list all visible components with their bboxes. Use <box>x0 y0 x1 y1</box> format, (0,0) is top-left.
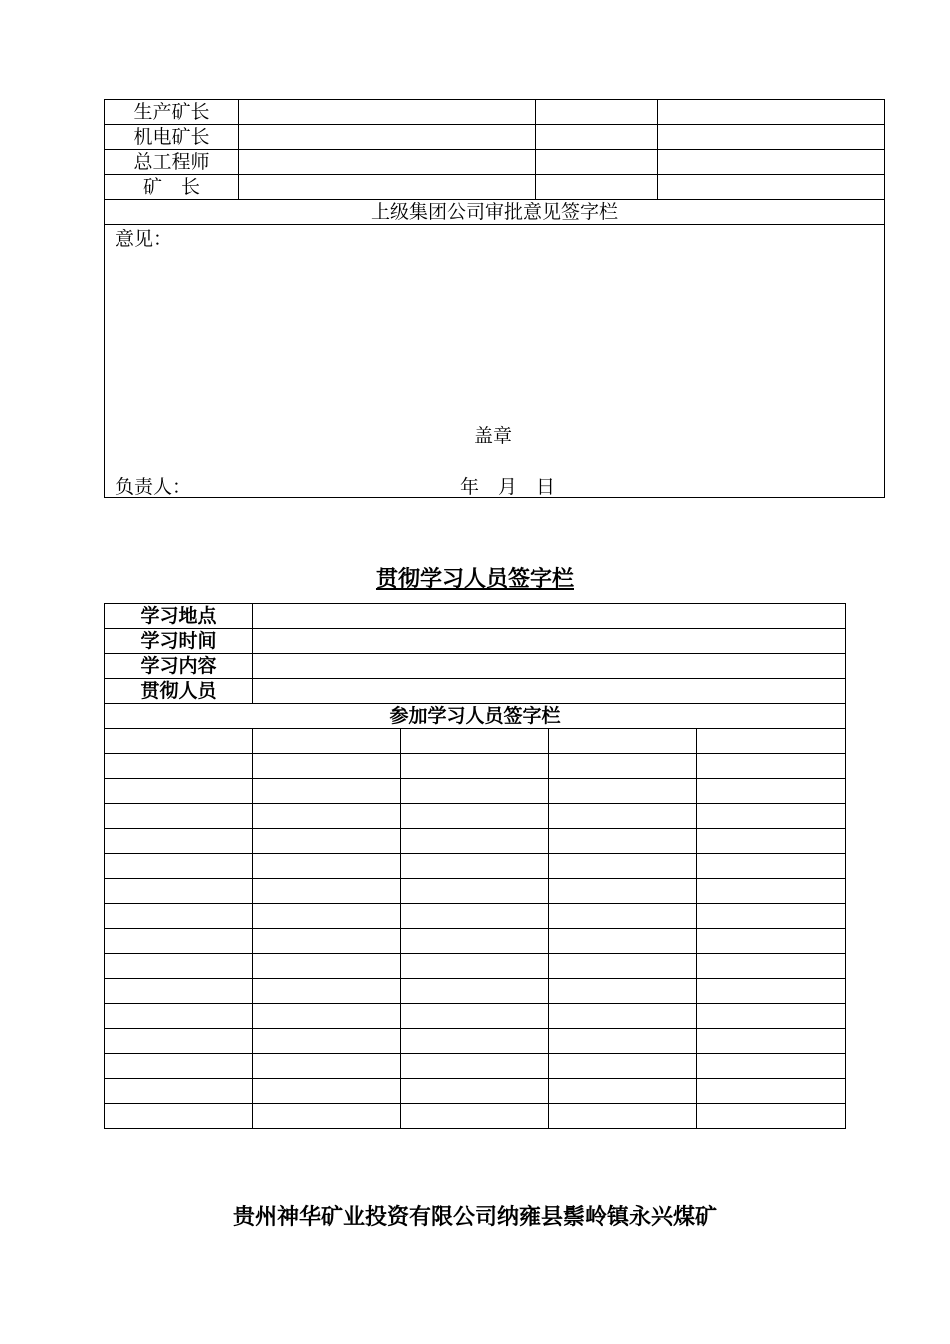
participant-signature-cell[interactable] <box>697 1054 846 1079</box>
company-name: 贵州神华矿业投资有限公司纳雍县鬃岭镇永兴煤矿 <box>232 1205 717 1230</box>
participant-signature-cell[interactable] <box>401 1054 549 1079</box>
participant-signature-cell[interactable] <box>401 929 549 954</box>
field-label: 学习时间 <box>105 629 253 654</box>
participant-signature-cell[interactable] <box>401 854 549 879</box>
participant-signature-cell[interactable] <box>697 1029 846 1054</box>
seal-label: 盖章 <box>474 425 513 447</box>
signature-cell[interactable] <box>658 175 885 200</box>
participant-row <box>105 829 846 854</box>
participant-row <box>105 979 846 1004</box>
participant-signature-cell[interactable] <box>105 1004 253 1029</box>
signature-cell[interactable] <box>239 175 536 200</box>
participant-signature-cell[interactable] <box>697 1079 846 1104</box>
participant-signature-cell[interactable] <box>401 829 549 854</box>
participant-signature-cell[interactable] <box>253 854 401 879</box>
participant-signature-cell[interactable] <box>105 729 253 754</box>
signature-cell[interactable] <box>239 150 536 175</box>
participant-signature-cell[interactable] <box>105 1079 253 1104</box>
participant-row <box>105 779 846 804</box>
participant-signature-cell[interactable] <box>549 754 697 779</box>
signature-cell[interactable] <box>536 125 658 150</box>
approval-section-title: 上级集团公司审批意见签字栏 <box>105 200 885 225</box>
participant-rows <box>105 729 846 1129</box>
participant-signature-cell[interactable] <box>549 729 697 754</box>
field-value[interactable] <box>253 604 846 629</box>
study-field-row <box>105 629 846 654</box>
participant-signature-cell[interactable] <box>401 804 549 829</box>
participant-row <box>105 1104 846 1129</box>
date-label: 年 月 日 <box>460 476 556 498</box>
participant-signature-cell[interactable] <box>253 1104 401 1129</box>
role-label: 总工程师 <box>105 150 239 175</box>
participant-signature-cell[interactable] <box>401 879 549 904</box>
participant-signature-cell[interactable] <box>697 1104 846 1129</box>
participant-signature-cell[interactable] <box>253 729 401 754</box>
participant-signature-cell[interactable] <box>549 804 697 829</box>
participant-signature-cell[interactable] <box>253 1054 401 1079</box>
participant-signature-cell[interactable] <box>549 1029 697 1054</box>
participant-signature-cell[interactable] <box>697 1004 846 1029</box>
participant-signature-cell[interactable] <box>549 929 697 954</box>
participant-row <box>105 929 846 954</box>
field-label: 学习地点 <box>105 604 253 629</box>
participant-signature-cell[interactable] <box>549 954 697 979</box>
participant-signature-cell[interactable] <box>105 954 253 979</box>
study-field-row <box>105 654 846 679</box>
participant-signature-cell[interactable] <box>253 1079 401 1104</box>
approval-table <box>104 99 885 498</box>
participant-signature-cell[interactable] <box>697 804 846 829</box>
role-label: 矿 长 <box>105 175 239 200</box>
participant-row <box>105 804 846 829</box>
participant-signature-cell[interactable] <box>401 1079 549 1104</box>
participant-signature-cell[interactable] <box>105 1054 253 1079</box>
participant-signature-cell[interactable] <box>697 829 846 854</box>
participant-signature-cell[interactable] <box>697 904 846 929</box>
participant-row <box>105 879 846 904</box>
participant-row <box>105 754 846 779</box>
participant-signature-cell[interactable] <box>401 979 549 1004</box>
participant-signature-cell[interactable] <box>549 1079 697 1104</box>
signature-cell[interactable] <box>536 100 658 125</box>
participant-signature-cell[interactable] <box>549 779 697 804</box>
participant-signature-cell[interactable] <box>105 854 253 879</box>
responsible-label: 负责人： <box>115 476 192 498</box>
participant-row <box>105 1054 846 1079</box>
participant-signature-cell[interactable] <box>105 829 253 854</box>
participant-signature-cell[interactable] <box>401 1004 549 1029</box>
participant-row <box>105 904 846 929</box>
participant-signature-cell[interactable] <box>401 904 549 929</box>
participant-signature-cell[interactable] <box>105 804 253 829</box>
participant-signature-cell[interactable] <box>105 929 253 954</box>
role-label: 机电矿长 <box>105 125 239 150</box>
participant-signature-cell[interactable] <box>105 879 253 904</box>
participant-signature-cell[interactable] <box>105 904 253 929</box>
participant-signature-cell[interactable] <box>697 854 846 879</box>
participant-signature-cell[interactable] <box>253 979 401 1004</box>
participant-signature-cell[interactable] <box>253 904 401 929</box>
role-row <box>105 150 885 175</box>
participant-signature-cell[interactable] <box>253 929 401 954</box>
participant-signature-cell[interactable] <box>401 729 549 754</box>
participant-signature-cell[interactable] <box>549 1054 697 1079</box>
role-label: 生产矿长 <box>105 100 239 125</box>
participant-row <box>105 729 846 754</box>
participant-signature-cell[interactable] <box>253 1004 401 1029</box>
signature-cell[interactable] <box>536 150 658 175</box>
participant-signature-cell[interactable] <box>253 829 401 854</box>
participant-signature-cell[interactable] <box>401 754 549 779</box>
participant-signature-cell[interactable] <box>401 954 549 979</box>
participant-row <box>105 854 846 879</box>
participant-signature-cell[interactable] <box>253 879 401 904</box>
participant-signature-cell[interactable] <box>105 979 253 1004</box>
participant-row <box>105 1079 846 1104</box>
study-signature-table <box>104 603 846 1129</box>
participant-signature-cell[interactable] <box>549 1104 697 1129</box>
participant-signature-cell[interactable] <box>549 979 697 1004</box>
opinion-cell[interactable] <box>105 225 885 498</box>
field-label: 学习内容 <box>105 654 253 679</box>
participant-signature-cell[interactable] <box>549 879 697 904</box>
participant-signature-cell[interactable] <box>697 729 846 754</box>
participant-signature-cell[interactable] <box>105 1104 253 1129</box>
participant-signature-cell[interactable] <box>253 779 401 804</box>
participant-signature-cell[interactable] <box>697 754 846 779</box>
participants-header-row <box>105 704 846 729</box>
participant-signature-cell[interactable] <box>549 904 697 929</box>
participant-signature-cell[interactable] <box>697 954 846 979</box>
field-value[interactable] <box>253 679 846 704</box>
field-value[interactable] <box>253 629 846 654</box>
participant-row <box>105 1004 846 1029</box>
participant-signature-cell[interactable] <box>105 779 253 804</box>
participant-row <box>105 1029 846 1054</box>
participant-signature-cell[interactable] <box>253 1029 401 1054</box>
participant-signature-cell[interactable] <box>549 829 697 854</box>
field-label: 贯彻人员 <box>105 679 253 704</box>
signature-cell[interactable] <box>239 125 536 150</box>
signature-cell[interactable] <box>658 125 885 150</box>
participant-signature-cell[interactable] <box>105 754 253 779</box>
role-row <box>105 175 885 200</box>
signature-cell[interactable] <box>536 175 658 200</box>
participant-signature-cell[interactable] <box>697 879 846 904</box>
participant-signature-cell[interactable] <box>697 979 846 1004</box>
field-value[interactable] <box>253 654 846 679</box>
study-field-row <box>105 679 846 704</box>
signature-cell[interactable] <box>658 100 885 125</box>
participant-signature-cell[interactable] <box>549 854 697 879</box>
participant-signature-cell[interactable] <box>697 779 846 804</box>
participant-signature-cell[interactable] <box>401 779 549 804</box>
participant-signature-cell[interactable] <box>253 804 401 829</box>
participant-signature-cell[interactable] <box>105 1029 253 1054</box>
participant-signature-cell[interactable] <box>549 1004 697 1029</box>
section-header-row <box>105 200 885 225</box>
participant-signature-cell[interactable] <box>253 754 401 779</box>
signature-cell[interactable] <box>658 150 885 175</box>
participant-signature-cell[interactable] <box>401 1104 549 1129</box>
role-row <box>105 100 885 125</box>
signature-cell[interactable] <box>239 100 536 125</box>
participant-row <box>105 954 846 979</box>
participant-signature-cell[interactable] <box>697 929 846 954</box>
role-row <box>105 125 885 150</box>
opinion-label: 意见： <box>115 228 173 250</box>
participant-signature-cell[interactable] <box>253 954 401 979</box>
participant-signature-cell[interactable] <box>401 1029 549 1054</box>
participants-title: 参加学习人员签字栏 <box>105 704 846 729</box>
opinion-row <box>105 225 885 498</box>
study-field-row <box>105 604 846 629</box>
study-section-title: 贯彻学习人员签字栏 <box>375 567 574 592</box>
